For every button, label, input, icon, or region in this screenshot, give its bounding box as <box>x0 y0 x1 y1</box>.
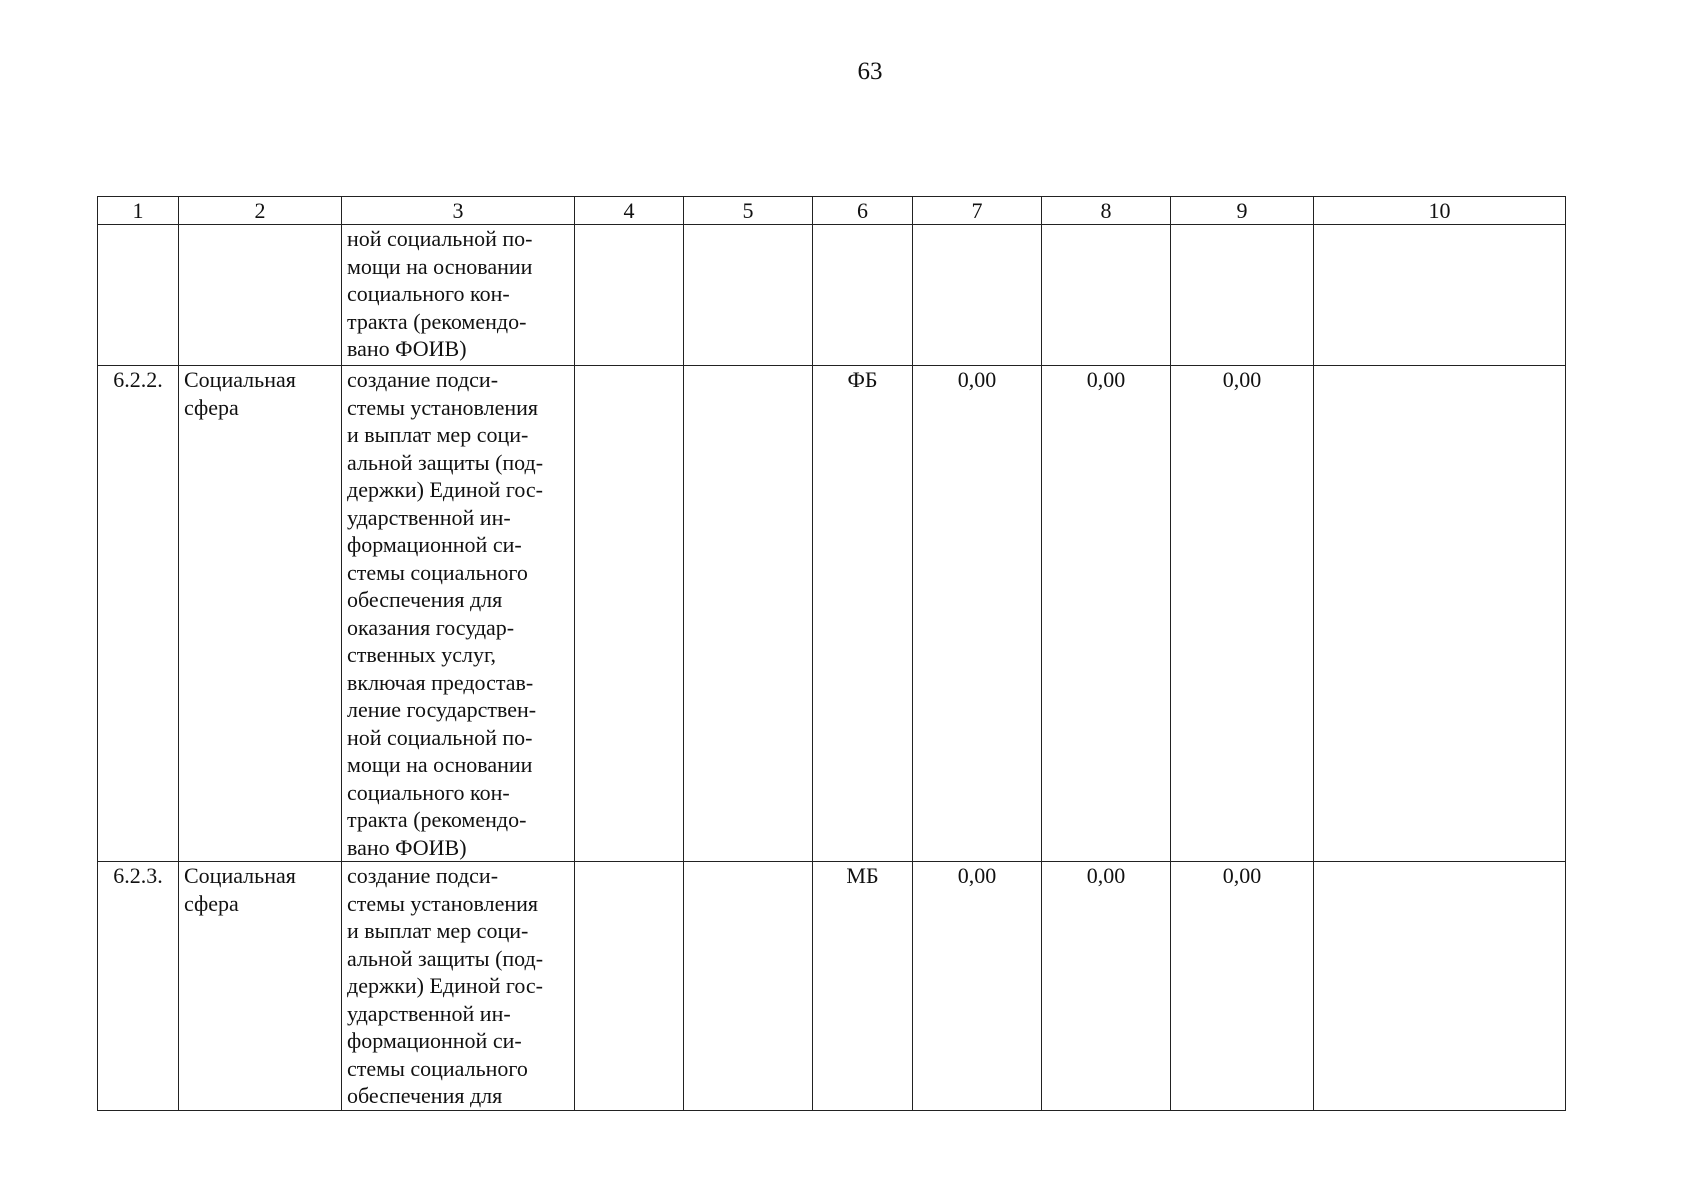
column-number-header: 4 <box>575 197 684 225</box>
funding-source-cell: ФБ <box>813 366 913 862</box>
value-cell-9: 0,00 <box>1171 862 1314 1111</box>
column-number-header: 6 <box>813 197 913 225</box>
description-cell-line: альной защиты (под- <box>347 449 544 475</box>
description-cell-line: обеспечения для <box>347 587 503 612</box>
column-number-header: 10 <box>1314 197 1566 225</box>
description-cell-line: тракта (рекомендо- <box>347 807 527 832</box>
description-cell-line: ударственной ин- <box>347 504 511 530</box>
description-cell-line: стемы социального <box>347 1055 528 1081</box>
sphere-cell <box>179 366 342 862</box>
description-cell-line: создание подси- <box>347 367 499 392</box>
value-cell-8 <box>1042 225 1171 366</box>
row-number-cell <box>98 225 179 366</box>
description-cell-line: социального кон- <box>347 281 510 306</box>
description-cell-line: и выплат мер соци- <box>347 918 529 943</box>
column-number-header: 8 <box>1042 197 1171 225</box>
value-cell-7: 0,00 <box>913 862 1042 1111</box>
description-cell-line: ственных услуг, <box>347 642 497 667</box>
description-cell-line: тракта (рекомендо- <box>347 308 527 334</box>
sphere-cell <box>179 225 342 366</box>
value-cell-9 <box>1171 225 1314 366</box>
description-cell-line: и выплат мер соци- <box>347 422 529 447</box>
description-cell-line: ной социальной по- <box>347 724 533 750</box>
column-4-cell <box>575 862 684 1111</box>
description-cell-line: мощи на основании <box>347 253 533 279</box>
value-cell-7 <box>913 225 1042 366</box>
description-cell-line: оказания государ- <box>347 614 515 640</box>
description-cell <box>342 366 575 862</box>
column-5-cell <box>684 225 813 366</box>
column-number-header: 3 <box>342 197 575 225</box>
description-cell-line: создание подси- <box>347 863 499 888</box>
sphere-cell-line: сфера <box>184 394 239 420</box>
description-cell-line: вано ФОИВ) <box>347 834 467 860</box>
table-row <box>98 366 1566 862</box>
sphere-cell-line: Социальная <box>184 863 296 888</box>
description-cell-line: ударственной ин- <box>347 1000 511 1026</box>
description-cell-line: вано ФОИВ) <box>347 336 467 361</box>
description-cell-line: держки) Единой гос- <box>347 477 544 502</box>
description-cell-line: стемы установления <box>347 394 539 420</box>
table-row <box>98 225 1566 366</box>
sphere-cell-line: сфера <box>184 890 239 916</box>
table-row <box>98 862 1566 1111</box>
description-cell-line: обеспечения для <box>347 1083 503 1108</box>
funding-source-cell: МБ <box>813 862 913 1111</box>
value-cell-7: 0,00 <box>913 366 1042 862</box>
description-cell-line: стемы установления <box>347 890 539 916</box>
budget-table <box>97 196 1566 1111</box>
description-cell-line: мощи на основании <box>347 752 533 777</box>
column-4-cell <box>575 225 684 366</box>
row-number-cell: 6.2.3. <box>98 862 179 1111</box>
funding-source-cell <box>813 225 913 366</box>
description-cell <box>342 225 575 366</box>
table-header-row <box>98 197 1566 225</box>
column-10-cell <box>1314 366 1566 862</box>
column-number-header: 1 <box>98 197 179 225</box>
value-cell-8: 0,00 <box>1042 366 1171 862</box>
column-number-header: 2 <box>179 197 342 225</box>
column-5-cell <box>684 862 813 1111</box>
description-cell-line: держки) Единой гос- <box>347 973 544 998</box>
description-cell-line: включая предостав- <box>347 669 534 695</box>
description-cell-line: формационной си- <box>347 532 522 557</box>
description-cell-line: социального кон- <box>347 779 510 805</box>
description-cell-line: альной защиты (под- <box>347 945 544 971</box>
column-4-cell <box>575 366 684 862</box>
page-number: 63 <box>857 58 883 85</box>
column-number-header: 7 <box>913 197 1042 225</box>
column-5-cell <box>684 366 813 862</box>
column-number-header: 9 <box>1171 197 1314 225</box>
description-cell-line: ление государствен- <box>347 697 537 722</box>
description-cell-line: стемы социального <box>347 559 528 585</box>
value-cell-9: 0,00 <box>1171 366 1314 862</box>
column-number-header: 5 <box>684 197 813 225</box>
description-cell-line: ной социальной по- <box>347 226 533 251</box>
sphere-cell-line: Социальная <box>184 367 296 392</box>
row-number-cell: 6.2.2. <box>98 366 179 862</box>
description-cell-line: формационной си- <box>347 1028 522 1053</box>
sphere-cell <box>179 862 342 1111</box>
value-cell-8: 0,00 <box>1042 862 1171 1111</box>
description-cell <box>342 862 575 1111</box>
column-10-cell <box>1314 862 1566 1111</box>
column-10-cell <box>1314 225 1566 366</box>
